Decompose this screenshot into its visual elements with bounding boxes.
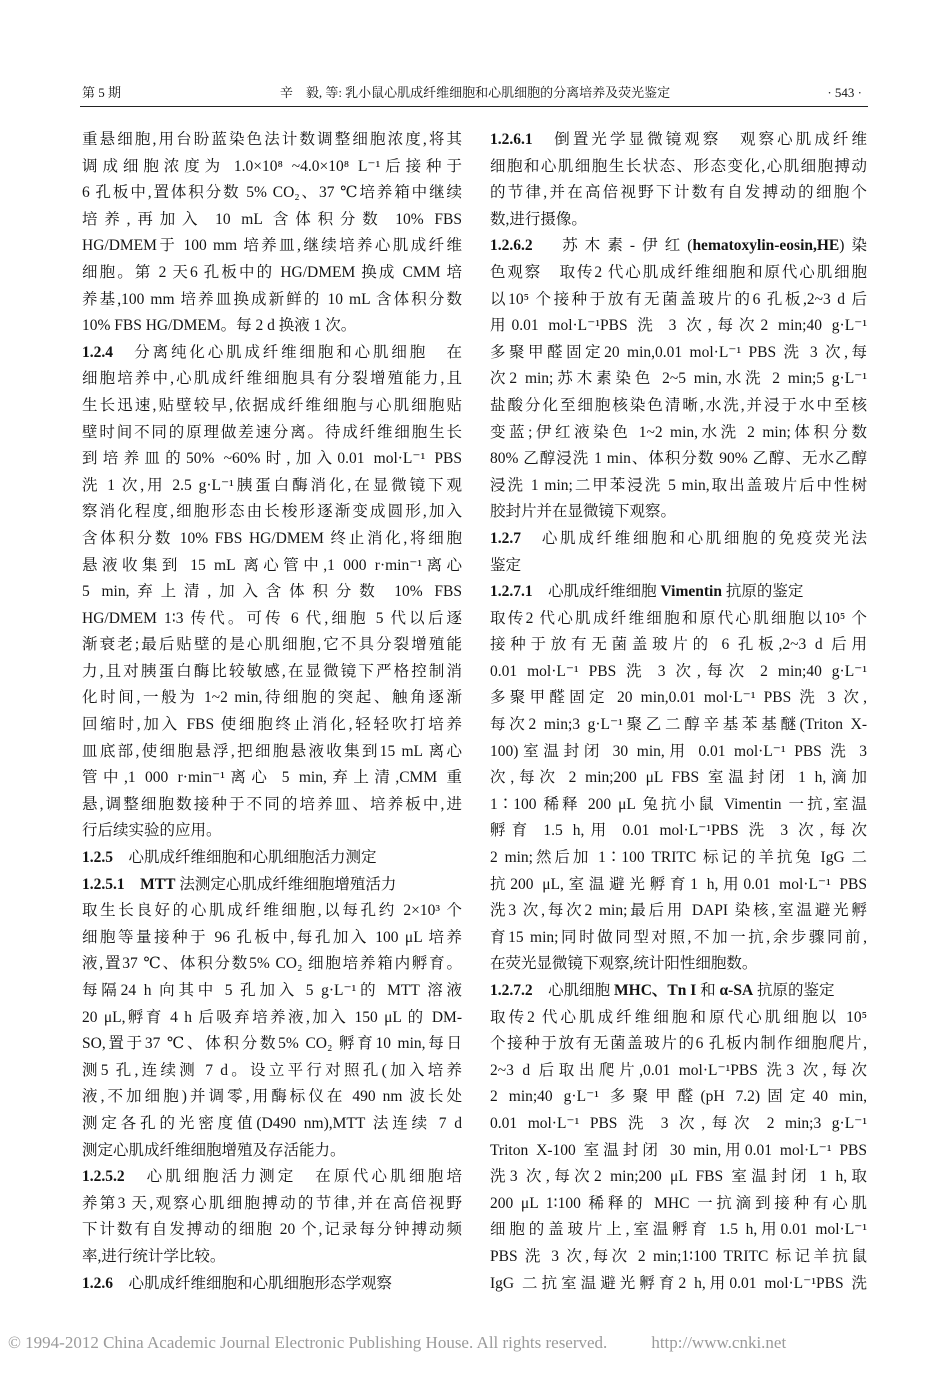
copyright-text: © 1994-2012 China Academic Journal Electronic Publishing House. All rights reserved.: [8, 1333, 608, 1352]
text-segment: 心肌细胞活力测定 在原代心肌细胞培: [124, 1168, 462, 1186]
right-column: [490, 127, 867, 1297]
text-segment: 心肌成纤维细胞和心肌细胞活力测定: [113, 849, 377, 867]
bold-text-segment: 1.2.5.2: [82, 1168, 125, 1186]
text-segment: 力,且对胰蛋白酶比较敏感,在显微镜下严格控制消: [82, 662, 462, 680]
text-line: [82, 1217, 462, 1244]
text-line: [490, 792, 867, 819]
bold-text-segment: 1.2.5.1: [82, 875, 125, 893]
bold-text-segment: 1.2.6: [82, 1274, 113, 1292]
text-segment: 渐衰老;最后贴壁的是心肌细胞,它不具分裂增殖能: [82, 636, 462, 654]
header-rule: [80, 106, 868, 107]
text-segment: 分离纯化心肌成纤维细胞和心肌细胞 在: [113, 343, 462, 361]
text-line: [490, 553, 867, 580]
text-segment: 养基,100 mm 培养皿换成新鲜的 10 mL 含体积分数: [82, 290, 462, 308]
text-line: [82, 180, 462, 207]
text-segment: 测5 孔,连续测 7 d。设立平行对照孔(加入培养: [82, 1061, 462, 1079]
text-line: [490, 340, 867, 367]
bold-text-segment: 1.2.6.2: [490, 237, 533, 255]
text-segment: 10% FBS HG/DMEM。每 2 d 换液 1 次。: [82, 317, 357, 335]
text-line: [82, 473, 462, 500]
text-line: [82, 446, 462, 473]
text-segment: 管中,1 000 r·min⁻¹离心 5 min,弃上清,CMM 重: [82, 769, 462, 787]
text-segment: 壁时间不同的原理做差速分离。待成纤维细胞生长: [82, 423, 462, 441]
text-segment: 取传2 代心肌成纤维细胞和原代心肌细胞以10⁵ 个: [490, 609, 867, 627]
text-line: [490, 765, 867, 792]
text-line: [490, 606, 867, 633]
text-line: [490, 207, 867, 234]
bold-text-segment: MHC、Tn I: [614, 982, 697, 999]
text-segment: 洗 1 次,用 2.5 g·L⁻¹胰蛋白酶消化,在显微镜下观: [82, 476, 462, 494]
text-line: [490, 260, 867, 287]
text-line: [490, 632, 867, 659]
text-segment: 抗原的鉴定: [753, 982, 835, 999]
text-line: [82, 1111, 462, 1138]
text-segment: 胶封片并在显微镜下观察。: [490, 503, 677, 521]
text-line: [490, 1271, 867, 1298]
text-segment: 回缩时,加入 FBS 使细胞终止消化,轻轻吹打培养: [82, 716, 462, 734]
bold-text-segment: 1.2.7.1: [490, 583, 533, 601]
text-line: [490, 233, 867, 260]
text-line: [490, 872, 867, 899]
text-segment: 化时间,一般为 1~2 min,待细胞的突起、触角逐渐: [82, 689, 462, 707]
text-line: [490, 925, 867, 952]
text-line: [82, 499, 462, 526]
text-segment: 80% 乙醇浸洗 1 min、体积分数 90% 乙醇、无水乙醇: [490, 450, 867, 468]
text-line: [490, 978, 867, 1005]
bold-text-segment: 1.2.4: [82, 343, 113, 361]
text-line: [82, 845, 462, 872]
bold-text-segment: hematoxylin-eosin,HE: [692, 237, 840, 255]
text-segment: 在荧光显微镜下观察,统计阳性细胞数。: [490, 955, 758, 973]
text-line: [490, 499, 867, 526]
text-line: [82, 154, 462, 181]
text-segment: 盐酸分化至细胞核染色清晰,水洗,并浸于水中至核: [490, 396, 867, 414]
text-segment: 洗3 次,每次2 min;200 μL FBS 室温封闭 1 h,取: [490, 1168, 867, 1186]
text-segment: 和: [696, 982, 720, 999]
text-segment: 取生长良好的心肌成纤维细胞,以每孔约 2×10³ 个: [82, 902, 462, 920]
text-line: [82, 233, 462, 260]
text-segment: 细胞等量接种于 96 孔板中,每孔加入 100 μL 培养: [82, 928, 462, 946]
text-segment: 细胞培养中,心肌成纤维细胞具有分裂增殖能力,且: [82, 370, 462, 388]
copyright-footer: [8, 1332, 786, 1354]
text-line: [82, 260, 462, 287]
text-line: [82, 366, 462, 393]
text-segment: 皿底部,使细胞悬浮,把细胞悬液收集到15 mL 离心: [82, 742, 462, 760]
text-line: [82, 1271, 462, 1298]
text-line: [490, 366, 867, 393]
text-segment: 孵育 1.5 h,用 0.01 mol·L⁻¹PBS 洗 3 次,每次: [490, 822, 867, 840]
text-line: [490, 951, 867, 978]
text-segment: HG/DMEM 1∶3 传代。可传 6 代,细胞 5 代以后逐: [82, 609, 462, 627]
bold-text-segment: 1.2.7: [490, 529, 521, 547]
text-segment: 测定心肌成纤维细胞增殖及存活能力。: [82, 1141, 346, 1159]
text-segment: Triton X-100 室温封闭 30 min,用0.01 mol·L⁻¹ PBS: [490, 1141, 867, 1159]
text-line: [82, 978, 462, 1005]
text-segment: 心肌成纤维细胞和心肌细胞形态学观察: [113, 1274, 393, 1292]
text-line: [82, 632, 462, 659]
text-line: [490, 685, 867, 712]
running-title: 辛 毅, 等: 乳小鼠心肌成纤维细胞和心肌细胞的分离培养及荧光鉴定: [279, 85, 671, 100]
text-segment: 5 min,弃上清,加入含体积分数 10% FBS: [82, 583, 462, 601]
text-line: [490, 1244, 867, 1271]
text-segment: 悬,调整细胞数接种于不同的培养皿、培养板中,进: [82, 795, 462, 813]
text-segment: 心肌成纤维细胞和心肌细胞的免疫荧光法: [521, 529, 867, 547]
text-line: [82, 712, 462, 739]
text-segment: 下计数有自发搏动的细胞 20 个,记录每分钟搏动频: [82, 1221, 462, 1239]
text-segment: 抗原的鉴定: [721, 583, 804, 601]
text-line: [82, 420, 462, 447]
text-segment: 次2 min;苏木素染色 2~5 min,水洗 2 min;5 g·L⁻¹: [490, 370, 867, 388]
text-line: [82, 1191, 462, 1218]
text-segment: 色观察 取传2 代心肌成纤维细胞和原代心肌细胞: [490, 263, 867, 281]
text-segment: 以10⁵ 个接种于放有无菌盖玻片的6 孔板,2~3 d 后: [490, 290, 867, 308]
text-line: [82, 1138, 462, 1165]
text-segment: 重悬细胞,用台盼蓝染色法计数调整细胞浓度,将其: [82, 131, 462, 148]
text-segment: 的节律,并在高倍视野下计数有自发搏动的细胞个: [490, 184, 867, 202]
text-line: [490, 712, 867, 739]
bold-text-segment: 1.2.6.1: [490, 131, 533, 148]
text-segment: HG/DMEM于 100 mm 培养皿,继续培养心肌成纤维: [82, 237, 462, 255]
text-line: [82, 127, 462, 154]
text-line: [82, 818, 462, 845]
text-segment: 液,不加细胞)并调零,用酶标仪在 490 nm 波长处: [82, 1088, 462, 1106]
text-line: [82, 898, 462, 925]
text-segment: 悬液收集到 15 mL 离心管中,1 000 r·min⁻¹离心: [82, 556, 462, 574]
text-line: [490, 446, 867, 473]
text-line: [82, 207, 462, 234]
text-line: [82, 393, 462, 420]
text-segment: 养第3 天,观察心肌细胞搏动的节律,并在高倍视野: [82, 1194, 462, 1212]
text-line: [82, 685, 462, 712]
text-segment: [125, 876, 141, 893]
text-line: [490, 1111, 867, 1138]
text-segment: 洗3 次,每次2 min;最后用 DAPI 染核,室温避光孵: [490, 902, 867, 920]
text-segment: 100)室温封闭 30 min,用 0.01 mol·L⁻¹ PBS 洗 3: [490, 742, 867, 760]
text-line: [82, 287, 462, 314]
text-segment: IgG 二抗室温避光孵育2 h,用0.01 mol·L⁻¹PBS 洗: [490, 1274, 867, 1292]
text-line: [82, 765, 462, 792]
text-line: [490, 287, 867, 314]
bold-text-segment: 1.2.5: [82, 849, 113, 867]
text-line: [82, 1164, 462, 1191]
text-line: [82, 1084, 462, 1111]
text-segment: 生长迅速,贴壁较早,依据成纤维细胞与心肌细胞贴: [82, 396, 462, 414]
text-segment: 液,置37 ℃、体积分数5% CO₂ 细胞培养箱内孵育。: [82, 955, 462, 973]
text-line: [82, 526, 462, 553]
text-line: [490, 154, 867, 181]
text-line: [490, 845, 867, 872]
text-line: [490, 420, 867, 447]
text-line: [82, 1031, 462, 1058]
text-line: [490, 1031, 867, 1058]
text-segment: 2 min;40 g·L⁻¹ 多聚甲醛(pH 7.2)固定40 min,: [490, 1088, 867, 1106]
text-segment: 调成细胞浓度为 1.0×10⁸ ~4.0×10⁸ L⁻¹后接种于: [82, 157, 462, 175]
text-segment: 苏木素-伊红(: [532, 237, 693, 255]
text-line: [82, 872, 462, 899]
text-line: [490, 739, 867, 766]
text-segment: 每隔24 h 向其中 5 孔加入 5 g·L⁻¹的 MTT 溶液: [82, 982, 462, 999]
text-segment: 心肌细胞: [532, 982, 615, 999]
text-segment: SO,置于37 ℃、体积分数5% CO₂ 孵育10 min,每日: [82, 1035, 462, 1053]
bold-text-segment: Vimentin: [660, 583, 722, 601]
text-segment: 抗200 μL,室温避光孵育1 h,用0.01 mol·L⁻¹ PBS: [490, 875, 867, 893]
text-line: [82, 1005, 462, 1032]
text-line: [82, 313, 462, 340]
text-segment: 测定各孔的光密度值(D490 nm),MTT 法连续 7 d: [82, 1114, 462, 1132]
text-line: [82, 1244, 462, 1271]
text-segment: 2~3 d 后取出爬片,0.01 mol·L⁻¹PBS 洗3 次,每次: [490, 1061, 867, 1079]
text-line: [490, 1217, 867, 1244]
text-line: [490, 818, 867, 845]
publisher-url: http://www.cnki.net: [651, 1333, 787, 1352]
bold-text-segment: 1.2.7.2: [490, 982, 533, 999]
text-line: [490, 579, 867, 606]
text-segment: 数,进行摄像。: [490, 210, 587, 228]
text-segment: 0.01 mol·L⁻¹ PBS 洗 3 次,每次 2 min;3 g·L⁻¹: [490, 1114, 867, 1132]
text-segment: 0.01 mol·L⁻¹ PBS 洗 3 次,每次 2 min;40 g·L⁻¹: [490, 662, 867, 680]
bold-text-segment: MTT: [140, 875, 176, 893]
text-segment: 育15 min;同时做同型对照,不加一抗,余步骤同前,: [490, 928, 867, 946]
text-line: [490, 1138, 867, 1165]
text-line: [490, 526, 867, 553]
text-line: [490, 898, 867, 925]
text-segment: 接种于放有无菌盖玻片的 6 孔板,2~3 d 后用: [490, 636, 867, 654]
text-line: [490, 127, 867, 154]
text-line: [490, 473, 867, 500]
text-segment: 200 μL 1∶100 稀释的 MHC 一抗滴到接种有心肌: [490, 1194, 867, 1212]
text-line: [490, 393, 867, 420]
issue-label: 第 5 期: [82, 85, 122, 100]
text-segment: 2 min;然后加 1∶100 TRITC 标记的羊抗兔 IgG 二: [490, 849, 867, 867]
text-segment: 心肌成纤维细胞: [532, 583, 661, 601]
text-segment: 率,进行统计学比较。: [82, 1247, 226, 1265]
text-line: [490, 313, 867, 340]
text-line: [490, 1084, 867, 1111]
text-line: [82, 792, 462, 819]
text-segment: 法测定心肌成纤维细胞增殖活力: [175, 875, 397, 893]
text-line: [82, 340, 462, 367]
bold-text-segment: α-SA: [719, 982, 754, 999]
text-segment: 20 μL,孵育 4 h 后吸弃培养液,加入 150 μL 的 DM-: [82, 1008, 462, 1026]
text-segment: 多聚甲醛固定 20 min,0.01 mol·L⁻¹ PBS 洗 3 次,: [490, 689, 867, 707]
page-number: · 543 ·: [827, 85, 862, 100]
text-segment: 细胞。第 2 天6 孔板中的 HG/DMEM 换成 CMM 培: [82, 263, 462, 281]
text-segment: PBS 洗 3 次,每次 2 min;1∶100 TRITC 标记羊抗鼠: [490, 1247, 867, 1265]
left-column: [82, 127, 462, 1297]
text-segment: 细胞和心肌细胞生长状态、形态变化,心肌细胞搏动: [490, 157, 867, 175]
text-line: [82, 606, 462, 633]
text-line: [82, 579, 462, 606]
text-segment: 取传2 代心肌成纤维细胞和原代心肌细胞以 10⁵: [490, 1008, 867, 1026]
text-line: [82, 925, 462, 952]
text-line: [82, 951, 462, 978]
text-segment: 次,每次 2 min;200 μL FBS 室温封闭 1 h,滴加: [490, 769, 867, 787]
text-segment: 变蓝;伊红液染色 1~2 min,水洗 2 min;体积分数: [490, 423, 867, 441]
text-segment: )染: [839, 237, 867, 255]
text-segment: 个接种于放有无菌盖玻片的6 孔板内制作细胞爬片,: [490, 1035, 867, 1053]
text-line: [490, 1058, 867, 1085]
text-segment: 察消化程度,细胞形态由长梭形逐渐变成圆形,加入: [82, 503, 462, 521]
text-segment: 浸洗 1 min;二甲苯浸洗 5 min,取出盖玻片后中性树: [490, 476, 867, 494]
text-line: [490, 1191, 867, 1218]
text-line: [82, 1058, 462, 1085]
text-segment: 6 孔板中,置体积分数 5% CO₂、37 ℃培养箱中继续: [82, 184, 462, 202]
text-segment: 鉴定: [490, 556, 522, 574]
text-line: [490, 659, 867, 686]
text-line: [490, 1005, 867, 1032]
text-segment: 细胞的盖玻片上,室温孵育 1.5 h,用0.01 mol·L⁻¹: [490, 1221, 867, 1239]
text-segment: 行后续实验的应用。: [82, 822, 222, 840]
text-segment: 到培养皿的50% ~60%时,加入0.01 mol·L⁻¹ PBS: [82, 450, 462, 468]
text-segment: 含体积分数 10% FBS HG/DMEM 终止消化,将细胞: [82, 529, 462, 547]
text-line: [82, 553, 462, 580]
text-segment: 倒置光学显微镜观察 观察心肌成纤维: [532, 131, 867, 148]
text-segment: 1∶100 稀释 200 μL 兔抗小鼠 Vimentin 一抗,室温: [490, 795, 867, 813]
text-segment: 每次2 min;3 g·L⁻¹聚乙二醇辛基苯基醚(Triton X-: [490, 716, 867, 734]
text-line: [82, 659, 462, 686]
text-line: [82, 739, 462, 766]
text-line: [490, 180, 867, 207]
text-line: [490, 1164, 867, 1191]
text-segment: 多聚甲醛固定20 min,0.01 mol·L⁻¹ PBS 洗 3 次,每: [490, 343, 867, 361]
text-segment: 用0.01 mol·L⁻¹PBS 洗 3 次,每次2 min;40 g·L⁻¹: [490, 317, 867, 335]
text-segment: 培养,再加入 10 mL 含体积分数 10% FBS: [82, 210, 462, 228]
